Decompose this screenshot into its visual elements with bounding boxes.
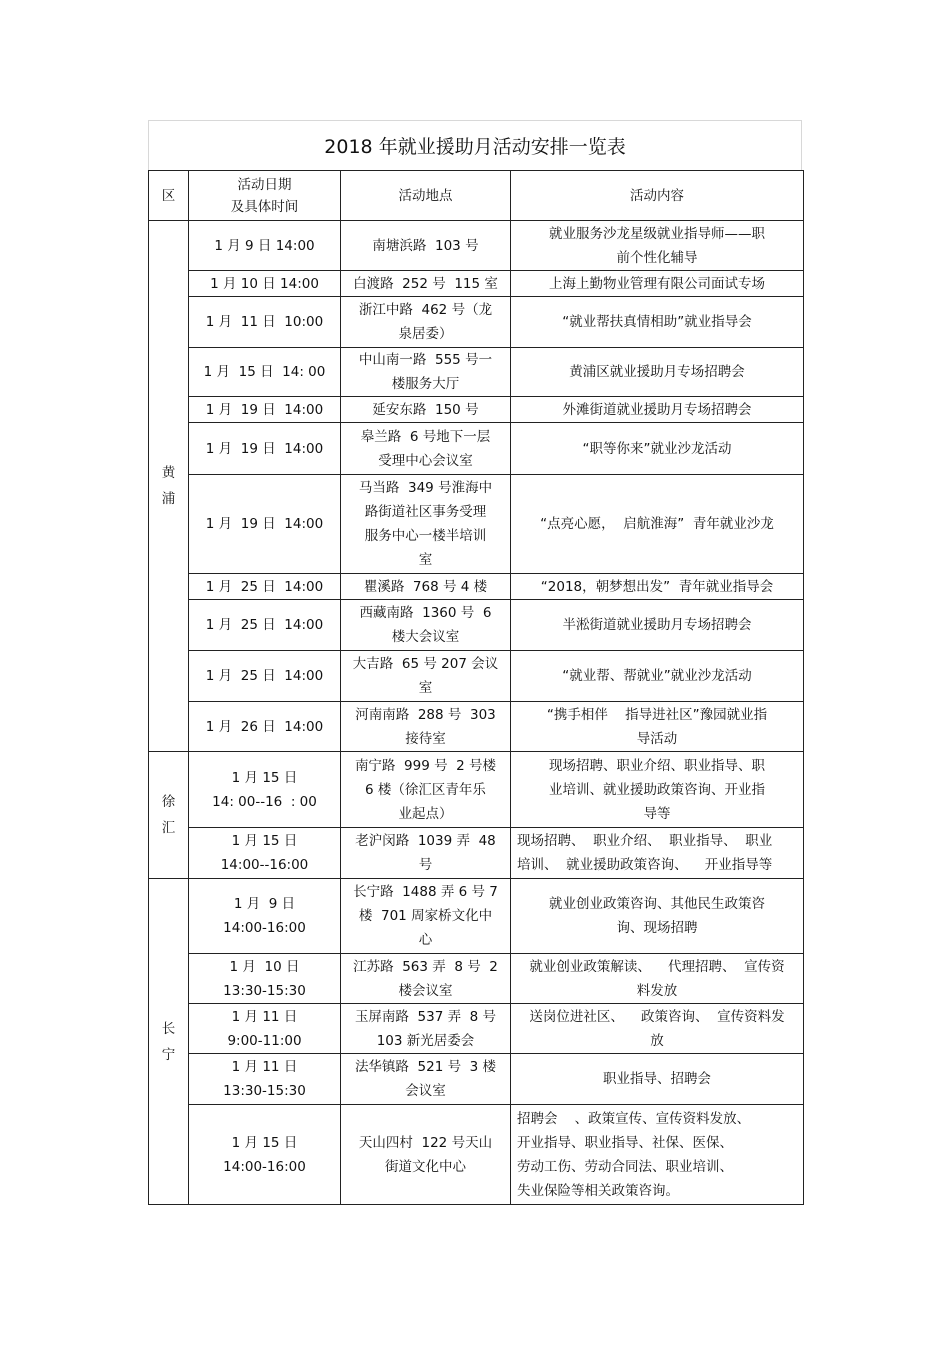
district-cell-changning: 长 宁 bbox=[149, 879, 189, 1205]
date-cell: 1 月 19 日 14:00 bbox=[189, 423, 341, 475]
table-row bbox=[149, 651, 804, 702]
date-cell: 1 月 15 日 14:00-16:00 bbox=[189, 1105, 341, 1205]
location-cell: 皋兰路 6 号地下一层 受理中心会议室 bbox=[341, 423, 511, 475]
date-cell: 1 月 15 日 14:00--16:00 bbox=[189, 828, 341, 879]
location-cell: 老沪闵路 1039 弄 48 号 bbox=[341, 828, 511, 879]
date-cell: 1 月 10 日 13:30-15:30 bbox=[189, 954, 341, 1004]
district-cell-xuhui: 徐 汇 bbox=[149, 752, 189, 879]
table-row bbox=[149, 600, 804, 651]
location-cell: 天山四村 122 号天山 街道文化中心 bbox=[341, 1105, 511, 1205]
content-cell: “就业帮扶真情相助”就业指导会 bbox=[511, 297, 804, 348]
district-cell-huangpu: 黄 浦 bbox=[149, 221, 189, 752]
location-cell: 白渡路 252 号 115 室 bbox=[341, 271, 511, 297]
content-cell: 就业服务沙龙星级就业指导师——职 前个性化辅导 bbox=[511, 221, 804, 271]
content-cell: 半淞街道就业援助月专场招聘会 bbox=[511, 600, 804, 651]
location-cell: 中山南一路 555 号一 楼服务大厅 bbox=[341, 348, 511, 397]
date-cell: 1 月 9 日 14:00-16:00 bbox=[189, 879, 341, 954]
table-row bbox=[149, 752, 804, 828]
content-cell: 现场招聘、职业介绍、职业指导、职 业培训、就业援助政策咨询、开业指 导等 bbox=[511, 752, 804, 828]
location-cell: 南宁路 999 号 2 号楼 6 楼（徐汇区青年乐 业起点） bbox=[341, 752, 511, 828]
content-cell: 招聘会 、政策宣传、宣传资料发放、 开业指导、职业指导、社保、医保、 劳动工伤、劳动合同法、职业培训、 失业保险等相关政策咨询。 bbox=[511, 1105, 804, 1205]
date-cell: 1 月 25 日 14:00 bbox=[189, 574, 341, 600]
date-cell: 1 月 25 日 14:00 bbox=[189, 651, 341, 702]
location-cell: 马当路 349 号淮海中 路街道社区事务受理 服务中心一楼半培训 室 bbox=[341, 475, 511, 574]
table-row bbox=[149, 574, 804, 600]
table-row bbox=[149, 423, 804, 475]
header-district: 区 bbox=[149, 171, 189, 221]
location-cell: 西藏南路 1360 号 6 楼大会议室 bbox=[341, 600, 511, 651]
content-cell: “2018，朝梦想出发” 青年就业指导会 bbox=[511, 574, 804, 600]
content-cell: “携手相伴 指导进社区”豫园就业指 导活动 bbox=[511, 702, 804, 752]
page-title: 2018 年就业援助月活动安排一览表 bbox=[148, 120, 802, 170]
content-cell: “职等你来”就业沙龙活动 bbox=[511, 423, 804, 475]
table-row bbox=[149, 1105, 804, 1205]
content-cell: 黄浦区就业援助月专场招聘会 bbox=[511, 348, 804, 397]
location-cell: 河南南路 288 号 303 接待室 bbox=[341, 702, 511, 752]
location-cell: 长宁路 1488 弄 6 号 7 楼 701 周家桥文化中 心 bbox=[341, 879, 511, 954]
content-cell: 就业创业政策咨询、其他民生政策咨 询、现场招聘 bbox=[511, 879, 804, 954]
date-cell: 1 月 25 日 14:00 bbox=[189, 600, 341, 651]
location-cell: 江苏路 563 弄 8 号 2 楼会议室 bbox=[341, 954, 511, 1004]
content-cell: 就业创业政策解读、 代理招聘、 宣传资 料发放 bbox=[511, 954, 804, 1004]
header-date-line2: 及具体时间 bbox=[230, 198, 299, 215]
date-cell: 1 月 26 日 14:00 bbox=[189, 702, 341, 752]
table-row bbox=[149, 271, 804, 297]
date-cell: 1 月 19 日 14:00 bbox=[189, 475, 341, 574]
table-row bbox=[149, 879, 804, 954]
date-cell: 1 月 15 日 14: 00 bbox=[189, 348, 341, 397]
date-cell: 1 月 11 日 13:30-15:30 bbox=[189, 1054, 341, 1105]
date-cell: 1 月 11 日 10:00 bbox=[189, 297, 341, 348]
date-cell: 1 月 10 日 14:00 bbox=[189, 271, 341, 297]
header-date bbox=[189, 171, 341, 221]
content-cell: 现场招聘、 职业介绍、 职业指导、 职业 培训、 就业援助政策咨询、 开业指导等 bbox=[511, 828, 804, 879]
location-cell: 玉屏南路 537 弄 8 号 103 新光居委会 bbox=[341, 1004, 511, 1054]
table-row bbox=[149, 221, 804, 271]
table-row bbox=[149, 397, 804, 423]
date-cell: 1 月 9 日 14:00 bbox=[189, 221, 341, 271]
content-cell: “点亮心愿， 启航淮海” 青年就业沙龙 bbox=[511, 475, 804, 574]
location-cell: 浙江中路 462 号（龙 泉居委） bbox=[341, 297, 511, 348]
date-cell: 1 月 15 日 14: 00--16 : 00 bbox=[189, 752, 341, 828]
location-cell: 瞿溪路 768 号 4 楼 bbox=[341, 574, 511, 600]
table-row bbox=[149, 1004, 804, 1054]
location-cell: 法华镇路 521 号 3 楼 会议室 bbox=[341, 1054, 511, 1105]
location-cell: 南塘浜路 103 号 bbox=[341, 221, 511, 271]
content-cell: 职业指导、招聘会 bbox=[511, 1054, 804, 1105]
content-cell: 外滩街道就业援助月专场招聘会 bbox=[511, 397, 804, 423]
table-row bbox=[149, 297, 804, 348]
table-row bbox=[149, 475, 804, 574]
header-row bbox=[149, 171, 804, 221]
date-cell: 1 月 11 日 9:00-11:00 bbox=[189, 1004, 341, 1054]
schedule-table bbox=[148, 170, 804, 1205]
location-cell: 延安东路 150 号 bbox=[341, 397, 511, 423]
table-row bbox=[149, 348, 804, 397]
date-cell: 1 月 19 日 14:00 bbox=[189, 397, 341, 423]
table-row bbox=[149, 954, 804, 1004]
header-date-line1: 活动日期 bbox=[237, 176, 292, 193]
content-cell: 送岗位进社区、 政策咨询、 宣传资料发 放 bbox=[511, 1004, 804, 1054]
location-cell: 大吉路 65 号 207 会议 室 bbox=[341, 651, 511, 702]
table-row bbox=[149, 702, 804, 752]
header-location: 活动地点 bbox=[341, 171, 511, 221]
content-cell: “就业帮、帮就业”就业沙龙活动 bbox=[511, 651, 804, 702]
content-cell: 上海上勤物业管理有限公司面试专场 bbox=[511, 271, 804, 297]
table-row bbox=[149, 828, 804, 879]
header-content: 活动内容 bbox=[511, 171, 804, 221]
table-row bbox=[149, 1054, 804, 1105]
